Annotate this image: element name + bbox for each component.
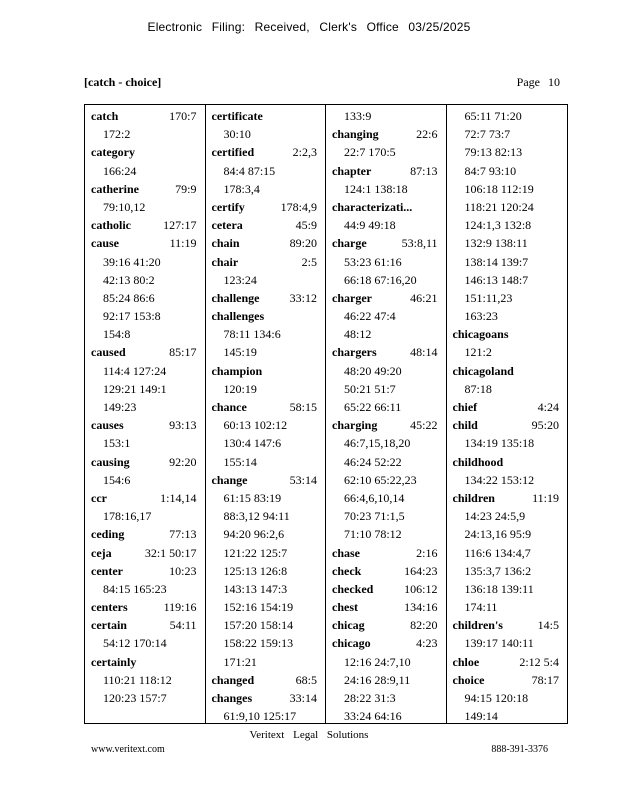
index-reference-continued: 133:9 (344, 109, 372, 123)
index-entry (91, 562, 205, 580)
index-reference-continued: 88:3,12 94:11 (223, 509, 290, 524)
index-entry (212, 307, 326, 325)
index-word: changing (332, 127, 379, 142)
index-entry (453, 453, 568, 471)
index-entry (332, 562, 446, 580)
index-reference: 2:2,3 (292, 145, 317, 160)
index-entry (91, 453, 205, 471)
index-word: chair (211, 254, 239, 269)
index-entry (453, 671, 568, 689)
index-reference-continued: 134:22 153:12 (464, 472, 535, 487)
index-reference: 1:14,14 (160, 490, 197, 505)
index-reference-continued: 124:1,3 132:8 (464, 218, 532, 233)
index-reference-continued: 78:11 134:6 (223, 327, 281, 342)
index-word: certified (211, 145, 255, 160)
index-reference-continued: 174:11 (464, 600, 498, 615)
index-entry (453, 416, 568, 434)
index-reference-continued: 166:24 (103, 163, 137, 178)
index-reference-continued: 46:22 47:4 (344, 309, 396, 324)
index-word: catherine (91, 181, 139, 196)
page-label-text: Page (516, 75, 540, 89)
index-reference: 32:1 50:17 (144, 545, 197, 560)
index-word: category (91, 145, 135, 160)
index-entry (332, 580, 446, 598)
index-entry (332, 234, 446, 252)
index-entry (453, 325, 568, 343)
index-reference-continued: 152:16 154:19 (223, 600, 294, 615)
index-word: chicag (332, 618, 365, 633)
index-reference-continued: 22:7 170:5 (344, 145, 396, 160)
index-reference: 170:7 (169, 109, 197, 123)
index-reference-continued: 87:18 (464, 381, 492, 396)
index-entry (212, 107, 326, 125)
index-reference: 58:15 (289, 400, 317, 414)
filing-stamp: Electronic Filing: Received, Clerk's Office 03/25/2025 (147, 20, 471, 34)
index-entry (212, 671, 326, 689)
index-word: childhood (452, 454, 504, 469)
index-reference-continued: 116:6 134:4,7 (464, 545, 531, 560)
index-word: change (211, 472, 248, 487)
index-entry (91, 234, 205, 252)
index-reference-continued: 139:17 140:11 (464, 636, 534, 651)
footer-website: www.veritext.com (91, 744, 165, 755)
index-reference-continued: 48:20 49:20 (344, 363, 402, 378)
index-reference-continued: 79:10,12 (103, 199, 146, 214)
index-entry (212, 234, 326, 252)
index-entry (212, 398, 326, 416)
index-reference-continued: 79:13 82:13 (464, 145, 523, 160)
index-reference: 33:14 (289, 691, 317, 705)
index-entry (91, 544, 205, 562)
index-reference-continued: 153:1 (103, 436, 131, 451)
index-reference-continued: 118:21 120:24 (464, 199, 534, 214)
index-reference-continued: 24:16 28:9,11 (344, 672, 411, 687)
index-word: choice (452, 672, 485, 687)
index-entry (212, 362, 326, 380)
index-word: checked (332, 581, 374, 596)
index-entry (332, 198, 446, 216)
index-reference-continued: 178:3,4 (223, 181, 260, 196)
index-reference: 95:20 (531, 418, 559, 433)
index-reference-continued: 92:17 153:8 (103, 309, 161, 324)
index-reference: 45:22 (410, 418, 438, 433)
index-reference-continued: 54:12 170:14 (103, 636, 167, 651)
index-reference-continued: 124:1 138:18 (344, 181, 408, 196)
index-entry (91, 107, 205, 125)
index-word: catholic (91, 218, 131, 233)
index-reference-continued: 24:13,16 95:9 (464, 527, 532, 542)
index-reference-continued: 121:2 (464, 345, 492, 360)
index-entry (332, 634, 446, 652)
word-index-grid (84, 104, 568, 724)
index-reference-continued: 62:10 65:22,23 (344, 472, 417, 487)
index-entry (332, 616, 446, 634)
index-reference-continued: 158:22 159:13 (223, 636, 294, 651)
index-reference-continued: 70:23 71:1,5 (344, 509, 405, 524)
index-word: centers (91, 600, 128, 615)
index-entry (453, 489, 568, 507)
index-word: catch (91, 109, 119, 123)
index-entry (212, 198, 326, 216)
index-column (85, 105, 206, 723)
index-reference: 164:23 (404, 563, 438, 578)
index-reference-continued: 30:10 (223, 127, 251, 142)
index-entry (91, 616, 205, 634)
index-word: certify (211, 199, 245, 214)
index-word: chapter (332, 163, 372, 178)
index-reference: 87:13 (410, 163, 438, 178)
index-reference-continued: 110:21 118:12 (103, 672, 172, 687)
index-entry (453, 616, 568, 634)
index-reference: 79:9 (175, 181, 197, 196)
index-reference-continued: 138:14 139:7 (464, 254, 529, 269)
index-word: children (452, 490, 495, 505)
index-reference: 127:17 (163, 218, 197, 233)
page-number-label (509, 75, 560, 90)
index-word: causes (91, 418, 124, 433)
index-reference: 106:12 (404, 581, 438, 596)
index-reference-continued: 46:7,15,18,20 (344, 436, 411, 451)
index-word: charge (332, 236, 367, 251)
index-reference-continued: 123:24 (223, 272, 257, 287)
index-entry (91, 489, 205, 507)
index-entry (91, 143, 205, 161)
index-entry (332, 125, 446, 143)
index-reference-continued: 61:15 83:19 (223, 490, 282, 505)
index-word: ceding (91, 527, 125, 542)
index-reference: 78:17 (531, 672, 559, 687)
index-reference-continued: 114:4 127:24 (103, 363, 167, 378)
index-reference: 53:8,11 (401, 236, 438, 251)
index-word: changed (211, 672, 255, 687)
index-word: cetera (211, 218, 243, 233)
index-column (206, 105, 327, 723)
index-word: charger (332, 290, 372, 305)
index-reference-continued: 154:8 (103, 327, 131, 342)
index-reference: 2:16 (416, 545, 438, 560)
index-reference: 11:19 (532, 490, 559, 505)
index-word: chance (211, 400, 247, 414)
index-word: child (452, 418, 478, 433)
index-word: cause (91, 236, 119, 251)
index-entry (453, 398, 568, 416)
index-reference-continued: 154:6 (103, 472, 131, 487)
index-word: champion (211, 363, 263, 378)
index-column (447, 105, 568, 723)
index-reference-continued: 66:4,6,10,14 (344, 490, 405, 505)
index-entry (332, 598, 446, 616)
index-word: chase (332, 545, 360, 560)
index-entry (212, 143, 326, 161)
index-reference: 85:17 (169, 345, 197, 360)
index-reference-continued: 50:21 51:7 (344, 381, 396, 396)
index-reference: 4:23 (416, 636, 438, 651)
index-reference-continued: 172:2 (103, 127, 131, 142)
index-entry (212, 689, 326, 707)
index-reference: 11:19 (169, 236, 197, 251)
index-entry (332, 289, 446, 307)
footer-phone: 888-391-3376 (491, 744, 548, 755)
index-reference: 4:24 (537, 400, 559, 414)
index-reference-continued: 66:18 67:16,20 (344, 272, 417, 287)
index-word: challenge (211, 290, 260, 305)
index-reference-continued: 143:13 147:3 (223, 581, 288, 596)
index-word: certain (91, 618, 127, 633)
index-word: check (332, 563, 362, 578)
index-reference-continued: 178:16,17 (103, 509, 152, 524)
index-word: chief (452, 400, 478, 414)
index-reference-continued: 125:13 126:8 (223, 563, 288, 578)
index-entry (91, 598, 205, 616)
index-word: chicagoland (452, 363, 514, 378)
index-reference-continued: 42:13 80:2 (103, 272, 155, 287)
index-reference: 82:20 (410, 618, 438, 633)
index-reference: 14:5 (537, 618, 559, 633)
index-reference-continued: 135:3,7 136:2 (464, 563, 532, 578)
index-entry (91, 416, 205, 434)
index-reference: 93:13 (169, 418, 197, 433)
index-entry (453, 653, 568, 671)
index-reference-continued: 12:16 24:7,10 (344, 654, 411, 669)
index-reference-continued: 39:16 41:20 (103, 254, 161, 269)
index-word: changes (211, 691, 253, 705)
index-reference: 2:5 (301, 254, 317, 269)
index-word: chargers (332, 345, 377, 360)
index-entry (91, 653, 205, 671)
index-entry (332, 343, 446, 361)
index-reference: 178:4,9 (280, 199, 317, 214)
index-reference-continued: 149:23 (103, 400, 137, 414)
index-reference-continued: 129:21 149:1 (103, 381, 167, 396)
index-reference: 68:5 (295, 672, 317, 687)
index-reference-continued: 71:10 78:12 (344, 527, 402, 542)
index-reference-continued: 85:24 86:6 (103, 290, 155, 305)
index-entry (91, 216, 205, 234)
index-reference-continued: 60:13 102:12 (223, 418, 288, 433)
index-reference-continued: 53:23 61:16 (344, 254, 402, 269)
index-reference-continued: 44:9 49:18 (344, 218, 396, 233)
index-reference: 92:20 (169, 454, 197, 469)
index-reference: 119:16 (163, 600, 197, 615)
index-reference-continued: 136:18 139:11 (464, 581, 534, 596)
index-word: ccr (91, 490, 107, 505)
index-entry (91, 343, 205, 361)
index-reference-continued: 65:22 66:11 (344, 400, 402, 414)
index-word: ceja (91, 545, 112, 560)
index-word: center (91, 563, 123, 578)
index-word: charging (332, 418, 378, 433)
index-reference: 45:9 (295, 218, 317, 233)
index-reference-continued: 14:23 24:5,9 (464, 509, 526, 524)
index-word: chicago (332, 636, 371, 651)
index-reference: 48:14 (410, 345, 438, 360)
index-reference: 77:13 (169, 527, 197, 542)
index-reference-continued: 134:19 135:18 (464, 436, 535, 451)
index-reference-continued: 84:15 165:23 (103, 581, 167, 596)
page-number: 10 (548, 75, 560, 89)
index-reference: 134:16 (404, 600, 438, 615)
index-reference-continued: 145:19 (223, 345, 257, 360)
index-word: chloe (452, 654, 480, 669)
index-entry (212, 289, 326, 307)
index-reference: 54:11 (169, 618, 197, 633)
index-entry (332, 162, 446, 180)
index-reference-continued: 120:19 (223, 381, 257, 396)
page-range: [catch - choice] (84, 75, 162, 89)
index-entry (91, 525, 205, 543)
index-reference-continued: 84:4 87:15 (223, 163, 276, 178)
index-reference-continued: 48:12 (344, 327, 372, 342)
index-entry (212, 471, 326, 489)
index-reference-continued: 46:24 52:22 (344, 454, 402, 469)
index-word: certainly (91, 654, 137, 669)
index-reference-continued: 163:23 (464, 309, 498, 324)
index-word: characterizati... (332, 199, 413, 214)
index-reference-continued: 121:22 125:7 (223, 545, 288, 560)
index-reference-continued: 84:7 93:10 (464, 163, 517, 178)
index-reference-continued: 151:11,23 (464, 290, 513, 305)
index-reference-continued: 28:22 31:3 (344, 691, 396, 705)
index-reference-continued: 33:24 64:16 (344, 709, 402, 724)
index-reference-continued: 61:9,10 125:17 (223, 709, 297, 724)
index-column (326, 105, 447, 723)
index-reference: 53:14 (289, 472, 317, 487)
index-reference-continued: 149:14 (464, 709, 498, 724)
index-word: chain (211, 236, 240, 251)
index-entry (453, 362, 568, 380)
index-reference: 10:23 (169, 563, 197, 578)
index-reference-continued: 94:20 96:2,6 (223, 527, 285, 542)
index-word: caused (91, 345, 126, 360)
index-entry (212, 216, 326, 234)
index-reference-continued: 120:23 157:7 (103, 691, 167, 705)
index-reference-continued: 106:18 112:19 (464, 181, 534, 196)
index-entry (91, 180, 205, 198)
index-reference-continued: 146:13 148:7 (464, 272, 529, 287)
index-reference-continued: 132:9 138:11 (464, 236, 528, 251)
index-reference: 89:20 (289, 236, 317, 251)
index-reference-continued: 65:11 71:20 (464, 109, 522, 123)
index-word: chest (332, 600, 358, 615)
footer-company: Veritext Legal Solutions (249, 729, 369, 741)
index-reference-continued: 157:20 158:14 (223, 618, 294, 633)
index-reference: 22:6 (416, 127, 438, 142)
index-word: children's (452, 618, 503, 633)
index-entry (332, 416, 446, 434)
index-reference: 33:12 (289, 290, 317, 305)
index-word: causing (91, 454, 130, 469)
index-reference: 46:21 (410, 290, 438, 305)
index-entry (332, 544, 446, 562)
index-reference-continued: 72:7 73:7 (464, 127, 511, 142)
index-word: challenges (211, 309, 265, 324)
index-word: certificate (211, 109, 263, 123)
index-reference-continued: 94:15 120:18 (464, 691, 529, 705)
index-entry (212, 253, 326, 271)
index-reference: 2:12 5:4 (519, 654, 559, 669)
index-word: chicagoans (452, 327, 509, 342)
index-reference-continued: 155:14 (223, 454, 257, 469)
index-reference-continued: 171:21 (223, 654, 257, 669)
index-reference-continued: 130:4 147:6 (223, 436, 282, 451)
